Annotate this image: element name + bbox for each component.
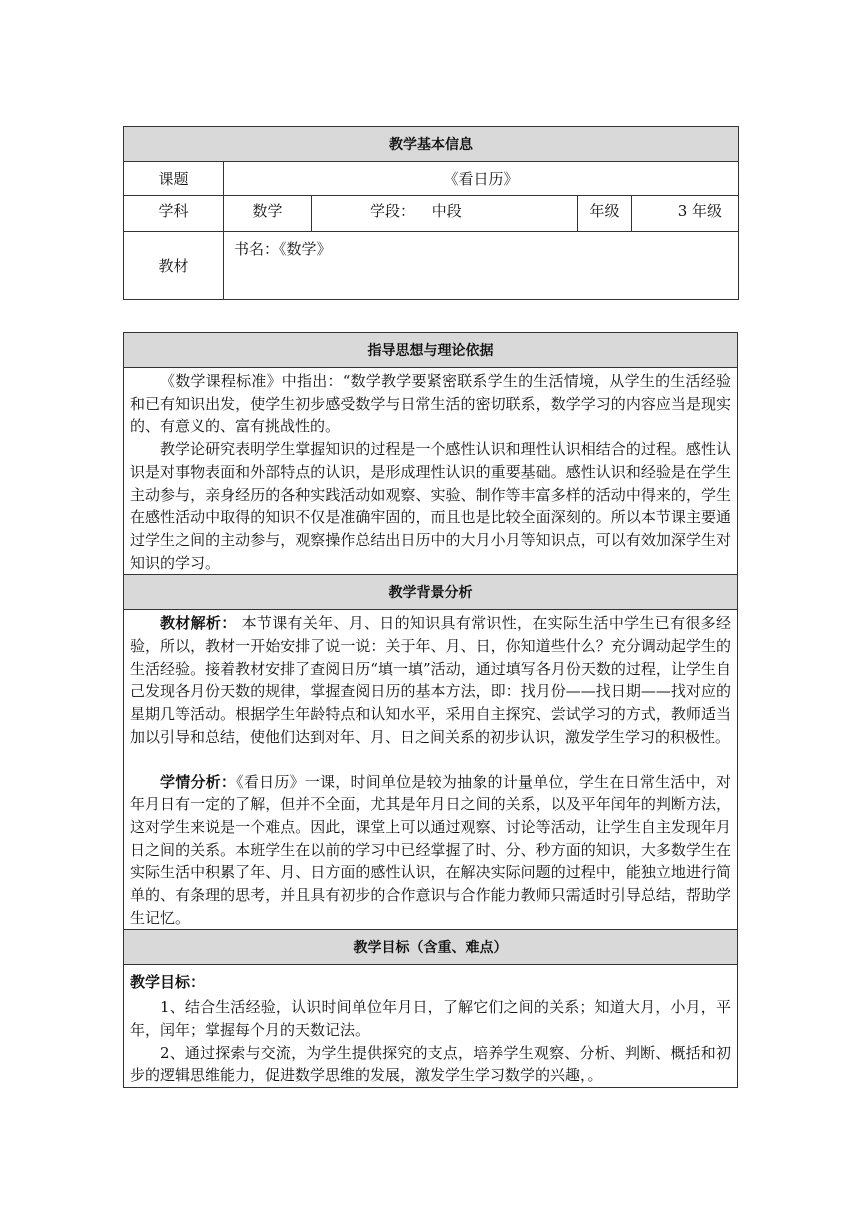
guiding-paragraph-1: 《数学课程标准》中指出：“数学教学要紧密联系学生的生活情境，从学生的生活经验和已有知识出发，使学生初步感受数学与日常生活的密切联系，数学学习的内容应当是现实的、有意义的、富有挑战性的。	[130, 372, 731, 436]
grade-label: 年级	[578, 196, 632, 232]
student-analysis-paragraph	[130, 771, 731, 930]
subject-value: 数学	[224, 196, 312, 232]
topic-label: 课题	[124, 162, 224, 196]
stage-label: 学段：	[370, 202, 416, 220]
guiding-body	[124, 368, 738, 575]
subject-label: 学科	[124, 196, 224, 232]
objective-item-1: 1、结合生活经验，认识时间单位年月日，了解它们之间的关系；知道大月，小月，平年，闰年；掌握每个月的天数记法。	[130, 998, 731, 1039]
student-analysis-label: 学情分析：	[160, 772, 237, 791]
objectives-subheader: 教学目标：	[130, 973, 206, 992]
student-analysis-text: 《看日历》一课，时间单位是较为抽象的计量单位，学生在日常生活中，对年月日有一定的了解，但并不全面，尤其是年月日之间的关系，以及平年闰年的判断方法，这对学生来说是一个难点。因此，课堂上可以通过观察、讨论等活动，让学生自主发现年月日之间的关系。本班学生在以前的学习中已经掌握了时、分、秒方面的知识，大多数学生在实际生活中积累了年、月、日方面的感性认识，在解决实际问题的过程中，能独立地进行简单的、有条理的思考，并且具有初步的合作意识与合作能力教师只需适时引导总结，帮助学生记忆。	[130, 772, 731, 927]
textbook-label: 教材	[124, 232, 224, 300]
guiding-header: 指导思想与理论依据	[124, 333, 738, 368]
lesson-analysis-table	[123, 332, 738, 1088]
basic-info-header: 教学基本信息	[124, 127, 739, 162]
stage-cell	[312, 196, 578, 232]
background-header: 教学背景分析	[124, 575, 738, 610]
guiding-paragraph-2: 教学论研究表明学生掌握知识的过程是一个感性认识和理性认识相结合的过程。感性认识是对事物表面和外部特点的认识，是形成理性认识的重要基础。感性认识和经验是在学生主动参与，亲身经历的各种实践活动如观察、实验、制作等丰富多样的活动中得来的，学生在感性活动中取得的知识不仅是准确牢固的，而且也是比较全面深刻的。所以本节课主要通过学生之间的主动参与，观察操作总结出日历中的大月小月等知识点，可以有效加深学生对知识的学习。	[130, 440, 731, 572]
basic-info-table	[123, 126, 739, 300]
objectives-header: 教学目标（含重、难点）	[124, 930, 738, 965]
topic-value: 《看日历》	[224, 162, 739, 196]
stage-value: 中段	[431, 202, 462, 220]
material-analysis-text: 本节课有关年、月、日的知识具有常识性，在实际生活中学生已有很多经验，所以，教材一开始安排了说一说：关于年、月、日，你知道些什么？充分调动起学生的生活经验。接着教材安排了查阅日历“填一填”活动，通过填写各月份天数的过程，让学生自己发现各月份天数的规律，掌握查阅日历的基本方法，即：找月份——找日期——找对应的星期几等活动。根据学生年龄特点和认知水平，采用自主探究、尝试学习的方式，教师适当加以引导和总结，使他们达到对年、月、日之间关系的初步认识，激发学生学习的积极性。	[130, 614, 731, 746]
material-analysis-label: 教材解析：	[160, 614, 237, 633]
textbook-value: 书名：《数学》	[224, 232, 739, 300]
material-analysis-paragraph	[130, 612, 731, 748]
spacer	[130, 749, 731, 771]
objectives-body	[124, 965, 738, 1088]
background-body	[124, 610, 738, 930]
grade-value: 3 年级	[632, 196, 739, 232]
objective-item-2: 2、通过探索与交流，为学生提供探究的支点，培养学生观察、分析、判断、概括和初步的逻辑思维能力，促进数学思维的发展，激发学生学习数学的兴趣，。	[130, 1043, 731, 1085]
